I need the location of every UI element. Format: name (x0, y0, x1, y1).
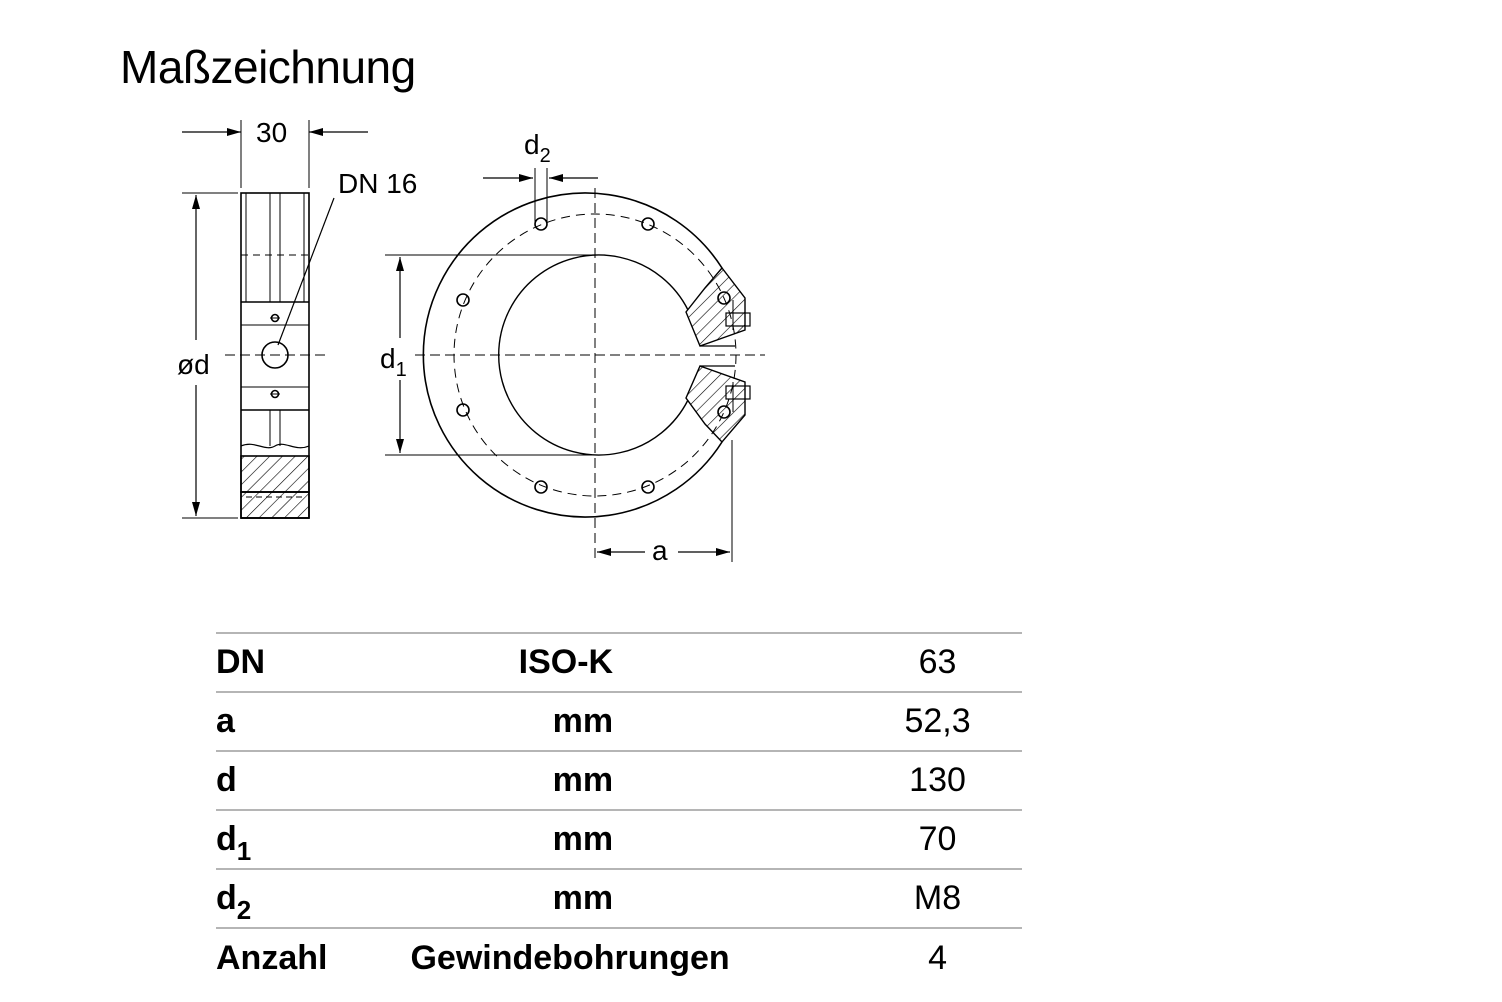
dim-30-label: 30 (256, 117, 288, 148)
row-value: 70 (853, 810, 1022, 869)
a-label: a (652, 535, 668, 566)
row-name: DN (216, 633, 410, 692)
row-name: Anzahl (216, 928, 410, 987)
row-value: 4 (853, 928, 1022, 987)
table-row (216, 751, 1022, 810)
front-view (385, 168, 765, 562)
table-row (216, 869, 1022, 928)
row-unit: mm (410, 751, 853, 810)
table-row (216, 692, 1022, 751)
row-value: M8 (853, 869, 1022, 928)
row-unit: mm (410, 810, 853, 869)
d2-label: $d_2$ (524, 129, 551, 167)
row-unit: mm (410, 692, 853, 751)
d1-label: $d_1$ (380, 343, 407, 381)
row-unit: ISO-K (410, 633, 853, 692)
page-title: Maßzeichnung (120, 41, 416, 93)
table-row (216, 928, 1022, 987)
table-row (216, 633, 1022, 692)
row-name: $d_2$ (216, 869, 410, 928)
row-name: a (216, 692, 410, 751)
row-unit: Gewindebohrungen (410, 928, 853, 987)
row-unit: mm (410, 869, 853, 928)
spec-table (216, 632, 1022, 987)
row-name: $d_1$ (216, 810, 410, 869)
row-name: d (216, 751, 410, 810)
table-row (216, 810, 1022, 869)
row-value: 52,3 (853, 692, 1022, 751)
od-label: ød (177, 349, 210, 380)
dn16-label: DN 16 (338, 168, 418, 199)
row-value: 63 (853, 633, 1022, 692)
row-value: 130 (853, 751, 1022, 810)
